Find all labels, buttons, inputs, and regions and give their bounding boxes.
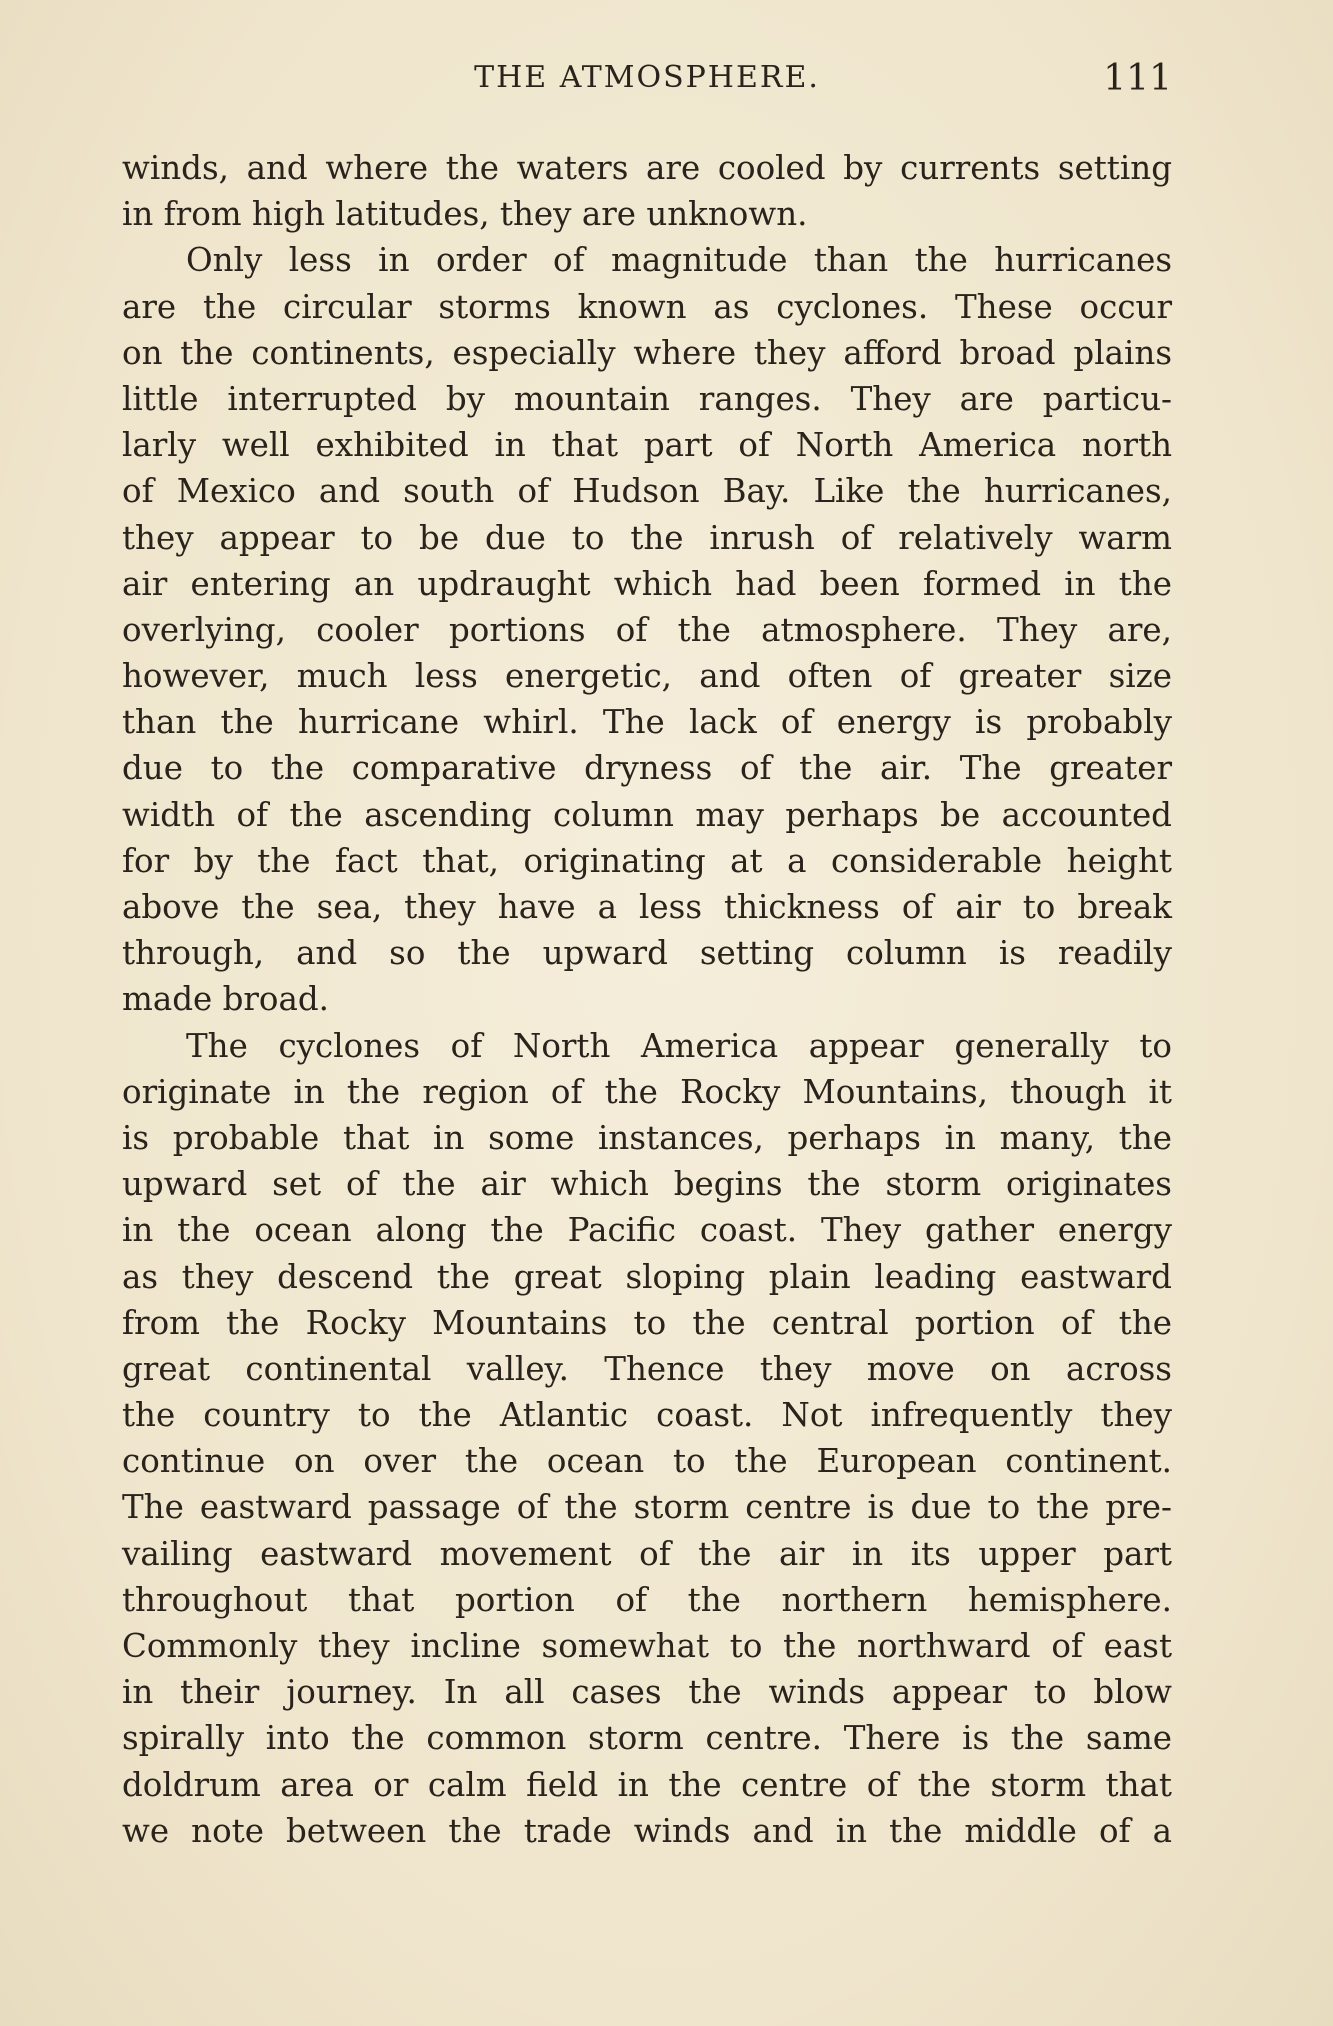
text-line: throughout that portion of the northern hemisphere. — [122, 1580, 1172, 1619]
text-line: due to the comparative dryness of the air. The greater — [122, 749, 1172, 788]
text-line: Only less in order of magnitude than the hurricanes — [186, 241, 1172, 280]
text-line: for by the fact that, originating at a considerable height — [122, 841, 1172, 880]
text-line: The eastward passage of the storm centre is due to the pre- — [122, 1488, 1172, 1527]
text-line: air entering an updraught which had been formed in the — [122, 564, 1172, 603]
page-header — [122, 56, 1172, 106]
text-line: from the Rocky Mountains to the central portion of the — [122, 1303, 1172, 1342]
text-line: in from high latitudes, they are unknown. — [122, 195, 808, 234]
text-line: larly well exhibited in that part of North America north — [122, 426, 1172, 465]
text-line: in the ocean along the Pacific coast. They gather energy — [122, 1211, 1172, 1250]
text-line: upward set of the air which begins the storm originates — [122, 1165, 1172, 1204]
text-line: winds, and where the waters are cooled by currents setting — [122, 149, 1172, 187]
text-line: little interrupted by mountain ranges. They are particu- — [122, 379, 1172, 418]
text-line: continue on over the ocean to the European continent. — [122, 1442, 1172, 1481]
text-line: width of the ascending column may perhaps be accounted — [122, 795, 1172, 834]
text-line: in their journey. In all cases the winds appear to blow — [122, 1673, 1172, 1712]
text-line: originate in the region of the Rocky Mountains, though it — [122, 1072, 1172, 1111]
text-line: made broad. — [122, 980, 329, 1019]
page-number: 111 — [1103, 58, 1172, 99]
text-line: Commonly they incline somewhat to the northward of east — [122, 1627, 1172, 1665]
text-line: as they descend the great sloping plain leading eastward — [122, 1257, 1172, 1296]
text-line: doldrum area or calm field in the centre of the storm that — [122, 1765, 1172, 1804]
running-head: THE ATMOSPHERE. — [474, 60, 820, 95]
text-line: overlying, cooler portions of the atmosphere. They are, — [122, 610, 1172, 649]
text-line: are the circular storms known as cyclones. These occur — [122, 287, 1172, 326]
text-line: than the hurricane whirl. The lack of energy is probably — [122, 703, 1172, 742]
text-line: is probable that in some instances, perhaps in many, the — [122, 1118, 1172, 1157]
text-line: above the sea, they have a less thickness of air to break — [122, 888, 1172, 926]
text-line: through, and so the upward setting column is readily — [122, 934, 1172, 973]
text-line: we note between the trade winds and in the middle of a — [122, 1811, 1172, 1850]
text-line: spirally into the common storm centre. There is the same — [122, 1719, 1172, 1758]
text-line: great continental valley. Thence they move on across — [122, 1349, 1172, 1388]
text-line: of Mexico and south of Hudson Bay. Like the hurricanes, — [122, 472, 1172, 511]
text-line: the country to the Atlantic coast. Not infrequently they — [122, 1396, 1172, 1435]
text-line: however, much less energetic, and often of greater size — [122, 657, 1172, 696]
paragraph-2 — [122, 237, 1172, 1022]
text-line: vailing eastward movement of the air in its upper part — [122, 1534, 1172, 1573]
text-line: The cyclones of North America appear generally to — [186, 1026, 1172, 1065]
text-line: they appear to be due to the inrush of relatively warm — [122, 518, 1172, 557]
paragraph-1 — [122, 145, 1172, 237]
text-line: on the continents, especially where they afford broad plains — [122, 333, 1172, 372]
paragraph-3 — [122, 1023, 1172, 1854]
body-text — [122, 145, 1172, 1854]
